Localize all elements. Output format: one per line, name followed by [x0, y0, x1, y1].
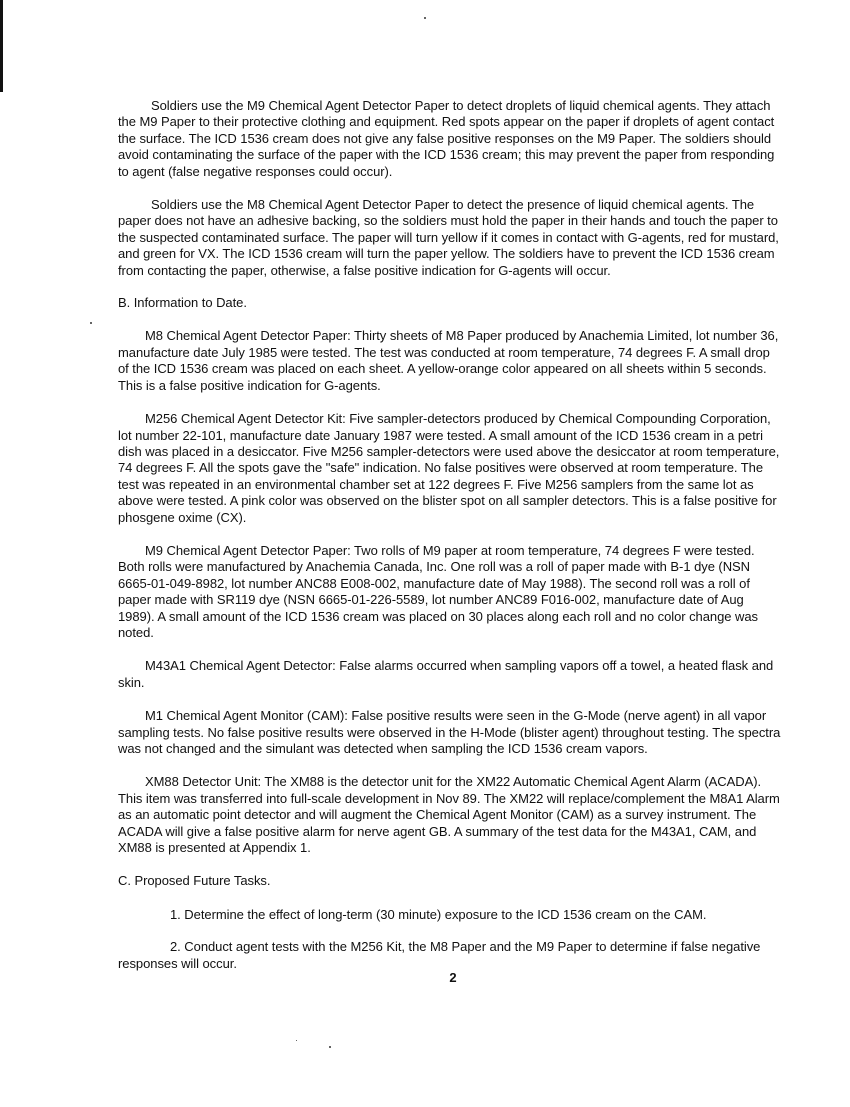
- document-page: [118, 98, 782, 988]
- page-number: 2: [449, 970, 457, 985]
- paragraph-m8-results: [118, 328, 782, 394]
- paragraph-text: Soldiers use the M9 Chemical Agent Detector Paper to detect droplets of liquid chemical agents. They attach the M9 Paper to their protective clothing and equipment. Red spots appear on the paper if droplets of agent contact the surface. The ICD 1536 cream does not give any false positive responses on the M9 Paper. The soldiers should avoid contaminating the surface of the paper with the ICD 1536 cream; this may prevent the paper from responding to agent (false negative responses could occur).: [118, 98, 775, 179]
- paragraph-text: Soldiers use the M8 Chemical Agent Detector Paper to detect the presence of liquid chemical agents. The paper does not have an adhesive backing, so the soldiers must hold the paper in their hands and touch the paper to the suspected contaminated surface. The paper will turn yellow if it comes in contact with G-agents, red for mustard, and green for VX. The ICD 1536 cream will turn the paper yellow. The soldiers have to prevent the ICD 1536 cream from contacting the paper, otherwise, a false positive indication for G-agents will occur.: [118, 197, 779, 278]
- paragraph-m9-intro: [118, 98, 782, 180]
- paragraph-text: M9 Chemical Agent Detector Paper: Two rolls of M9 paper at room temperature, 74 degrees F were tested. Both rolls were manufactured by Anachemia Canada, Inc. One roll was a roll of paper made with B-1 dye (NSN 6665-01-049-8982, lot number ANC88 E008-002, manufacture date of May 1988). The second roll was a roll of paper made with SR119 dye (NSN 6665-01-226-5589, lot number ANC89 F016-002, manufacture date of Aug 1989). A small amount of the ICD 1536 cream was placed on 30 places along each roll and no color change was noted.: [118, 542, 758, 640]
- paragraph-m256-results: [118, 411, 782, 526]
- paragraph-text: M43A1 Chemical Agent Detector: False alarms occurred when sampling vapors off a towel, a heated flask and skin.: [118, 658, 774, 690]
- section-c-heading: C. Proposed Future Tasks.: [118, 873, 271, 889]
- scan-speck: [424, 17, 426, 19]
- paragraph-m9-results: [118, 543, 782, 641]
- paragraph-xm88-results: [118, 774, 782, 856]
- paragraph-m8-intro: [118, 197, 782, 279]
- paragraph-text: M8 Chemical Agent Detector Paper: Thirty sheets of M8 Paper produced by Anachemia Limited, lot number 36, manufacture date July 1985 were tested. The test was conducted at room temperature, 74 degrees F. A small drop of the ICD 1536 cream was placed on each sheet. A yellow-orange color appeared on all sheets within 5 seconds. This is a false positive indication for G-agents.: [118, 328, 779, 393]
- paragraph-text: XM88 Detector Unit: The XM88 is the detector unit for the XM22 Automatic Chemical Agent Alarm (ACADA). This item was transferred into full-scale development in Nov 89. The XM22 will replace/complement the M8A1 Alarm as an automatic point detector and will augment the Chemical Agent Monitor (CAM) as a survey instrument. The ACADA will give a false positive alarm for nerve agent GB. A summary of the test data for the M43A1, CAM, and XM88 is presented at Appendix 1.: [118, 774, 780, 856]
- scan-speck: [296, 1040, 297, 1041]
- scan-speck: [90, 322, 92, 324]
- paragraph-text: M256 Chemical Agent Detector Kit: Five sampler-detectors produced by Chemical Compounding Corporation, lot number 22-101, manufacture date January 1987 were tested. A small amount of the ICD 1536 cream in a petri dish was placed in a desiccator. Five M256 sampler-detectors were used above the desiccator at room temperature, 74 degrees F. All the spots gave the "safe" indication. No false positives were observed at room temperature. The test was repeated in an environmental chamber set at 122 degrees F. Five M256 samplers from the same lot as above were tested. A pink color was observed on the blister spot on all sampler detectors. This is a false positive for phosgene oxime (CX).: [118, 411, 780, 525]
- paragraph-m43a1-results: [118, 658, 782, 691]
- scan-speck: [329, 1046, 331, 1048]
- paragraph-cam-results: [118, 708, 782, 757]
- paragraph-text: M1 Chemical Agent Monitor (CAM): False positive results were seen in the G-Mode (nerve agent) in all vapor sampling tests. No false positive results were observed in the H-Mode (blister agent) throughout testing. The spectra was not changed and the simulant was detected when sampling the ICD 1536 cream vapors.: [118, 708, 781, 756]
- future-task-2: 2. Conduct agent tests with the M256 Kit, the M8 Paper and the M9 Paper to determine if false negative responses will occur.: [118, 939, 761, 971]
- margin-scan-bar: [0, 0, 3, 92]
- section-b-heading: B. Information to Date.: [118, 295, 247, 311]
- future-task-1: 1. Determine the effect of long-term (30 minute) exposure to the ICD 1536 cream on the CAM.: [170, 906, 707, 922]
